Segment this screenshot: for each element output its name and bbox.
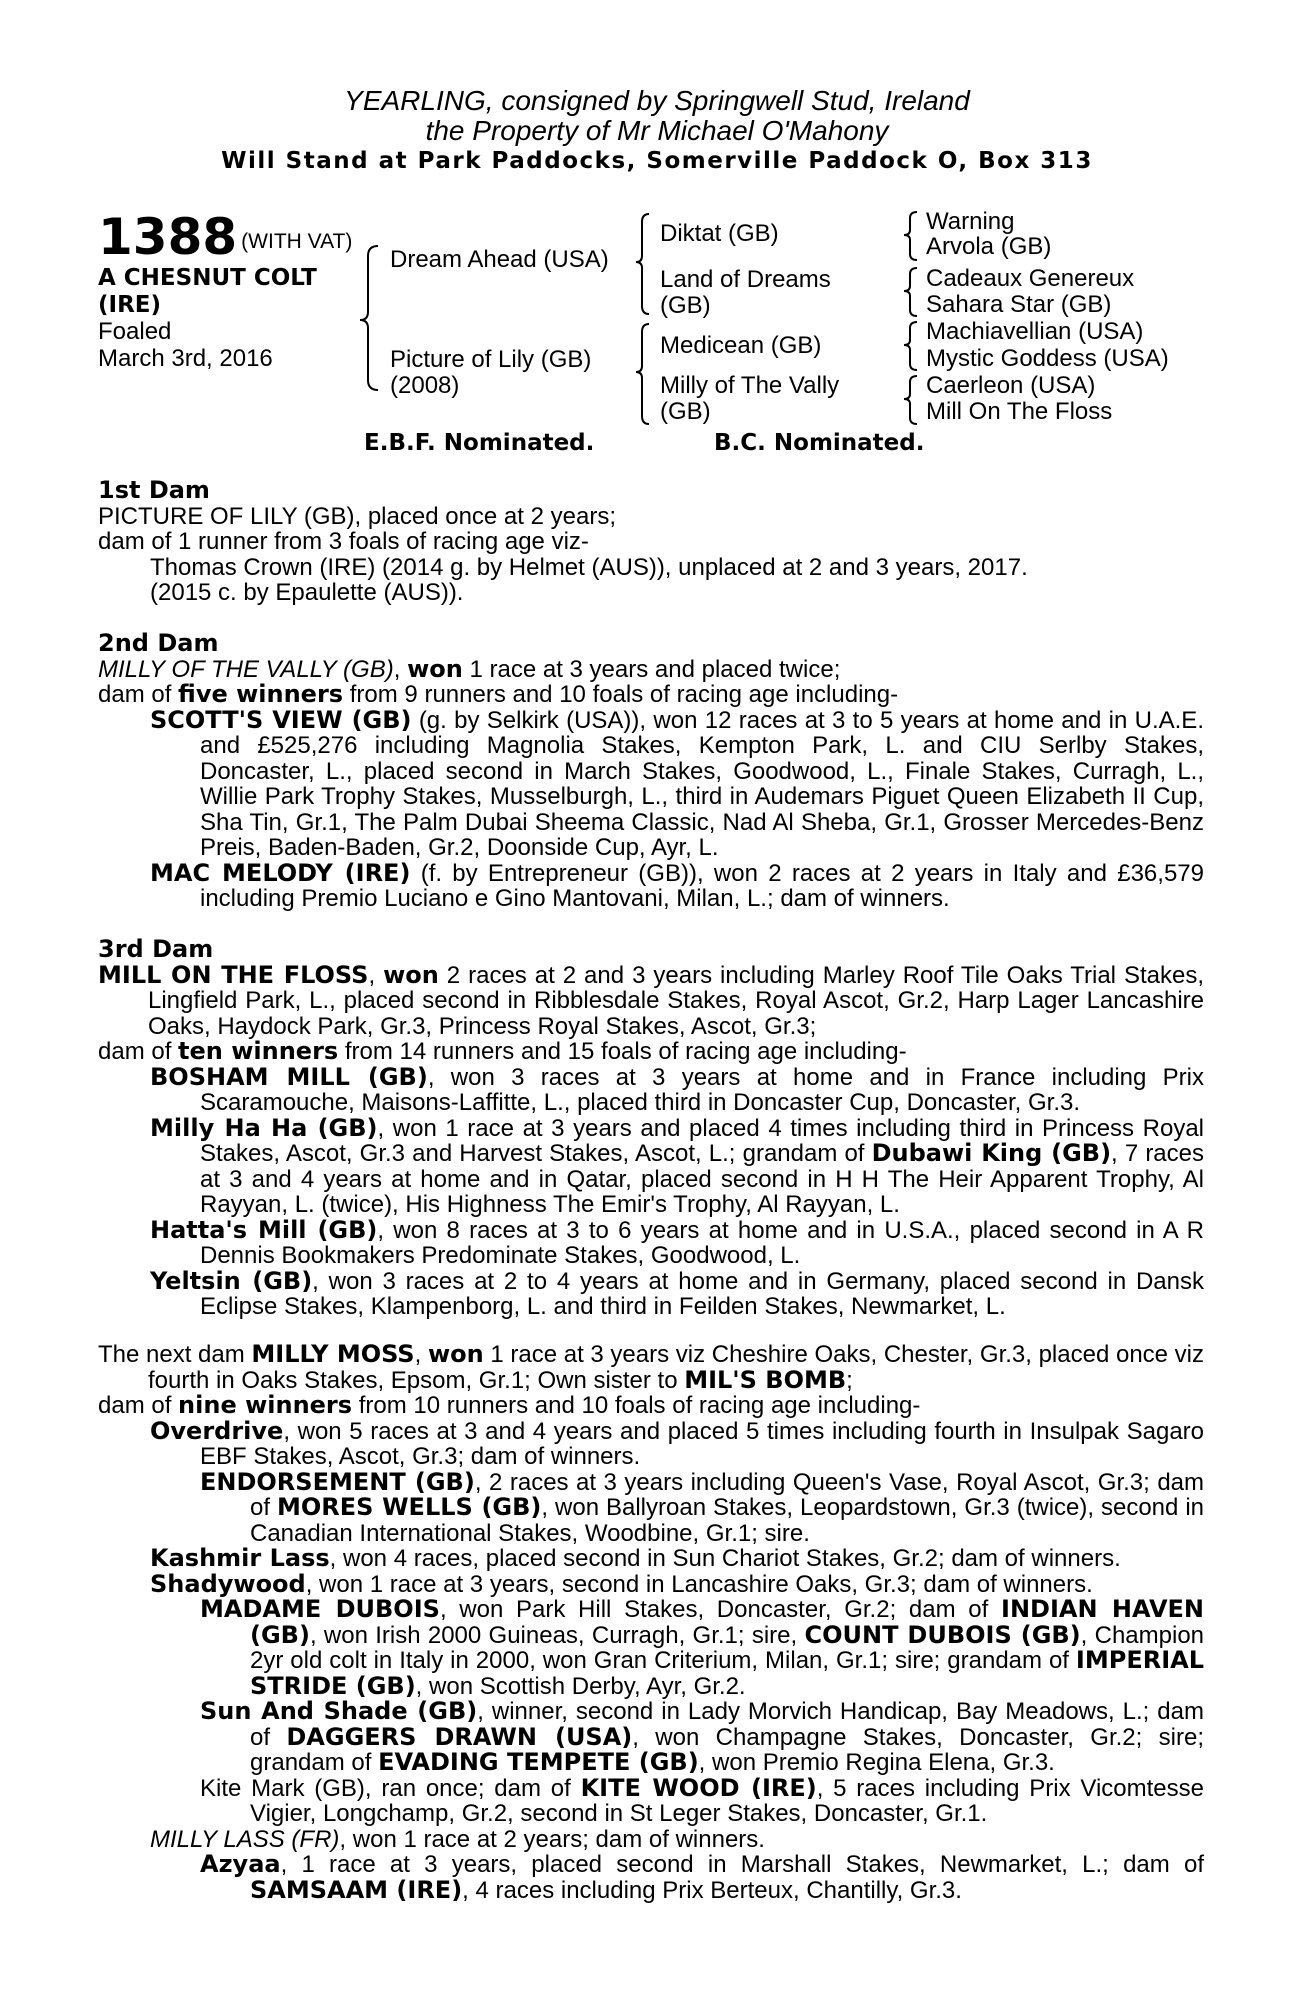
horse-record: , won Park Hill Stakes, Doncaster, Gr.2; dam of [439, 1596, 1002, 1623]
next-dam-intro: The next dam [98, 1341, 252, 1368]
progeny-entry [98, 1113, 1205, 1218]
progeny-entry [98, 1597, 1204, 1699]
horse-record: , 2 races at 3 years including Queen's Vase, Royal Ascot, Gr.3; dam of [250, 1468, 1205, 1521]
next-dam-section [98, 1342, 1204, 1903]
horse-name: COUNT DUBOIS (GB) [804, 1620, 1081, 1649]
horse-record: , Champion 2yr old colt in Italy in 2000, won Gran Criterium, Milan, Gr.1; sire; grandam of [250, 1621, 1205, 1674]
horse-name: Sun And Shade (GB) [200, 1697, 478, 1725]
progeny-entry [98, 1827, 1204, 1853]
ebf-nominated: E.B.F. Nominated. [364, 430, 595, 456]
horse-record: , 1 race at 3 years, placed second in Marshall Stakes, Newmarket, L.; dam of [280, 1851, 1204, 1878]
pedigree-dam-dam-origin: (GB) [660, 398, 711, 425]
pedigree-dds: Caerleon (USA) [926, 372, 1096, 399]
horse-record: , won 1 race at 2 years; dam of winners. [339, 1825, 765, 1853]
won-label: won [427, 1340, 484, 1368]
horse-record: , won Premio Regina Elena, Gr.3. [698, 1749, 1055, 1776]
winners-count: ten winners [178, 1037, 339, 1065]
horse-name: MILLY LASS (FR) [150, 1825, 340, 1853]
pedigree-sire-dam-origin: (GB) [660, 292, 711, 319]
punctuation: ; [846, 1366, 853, 1394]
progeny-entry [98, 1416, 1204, 1470]
pedigree-ddd: Mill On The Floss [926, 398, 1113, 425]
horse-record: (f. by Entrepreneur (GB)), won 2 races at 2 years in Italy and £36,579 including Premio Luciano e Gino Mantovani, Milan, L.; dam of winners. [200, 859, 1204, 912]
produce-text: dam of [98, 1392, 179, 1419]
pedigree-sds: Cadeaux Genereux [926, 265, 1135, 292]
winners-count: nine winners [178, 1391, 353, 1419]
pedigree-brace-sire [634, 212, 652, 316]
horse-name: ENDORSEMENT (GB) [200, 1467, 475, 1496]
pedigree-brace-sd [902, 266, 920, 318]
second-dam-produce [98, 682, 1204, 708]
second-dam-name: MILLY OF THE VALLY (GB) [98, 655, 394, 683]
pedigree-dam-sire: Medicean (GB) [660, 332, 822, 359]
horse-record: , won 3 races at 2 to 4 years at home and in Germany, placed second in Dansk Eclipse Stakes, Klampenborg, L. and third in Feilden Stakes, Newmarket, L. [200, 1267, 1204, 1320]
horse-name: MIL'S BOMB [684, 1365, 847, 1394]
lot-number: 1388 [98, 208, 238, 266]
horse-name: EVADING TEMPETE (GB) [378, 1748, 699, 1776]
pedigree-brace-ss [902, 210, 920, 262]
horse-name: BOSHAM MILL (GB) [150, 1062, 428, 1091]
horse-name: MILL ON THE FLOSS [98, 960, 369, 989]
horse-name: Azyaa [200, 1850, 281, 1878]
produce-text: from 14 runners and 15 foals of racing age including- [338, 1038, 907, 1065]
produce-text: from 10 runners and 10 foals of racing age including- [352, 1392, 921, 1419]
horse-record: , won Scottish Derby, Ayr, Gr.2. [415, 1672, 746, 1700]
first-dam-heading: 1st Dam [98, 476, 210, 504]
horse-name: Yeltsin (GB) [150, 1266, 313, 1295]
bc-nominated: B.C. Nominated. [714, 430, 925, 456]
horse-record: , won Irish 2000 Guineas, Curragh, Gr.1; sire, [309, 1621, 805, 1649]
horse-record: Kite Mark (GB), ran once; dam of [200, 1774, 581, 1802]
pedigree-dsd: Mystic Goddess (USA) [926, 345, 1169, 372]
pedigree-brace-ds [902, 320, 920, 372]
third-dam-produce [98, 1039, 1204, 1065]
lot-description: A CHESNUT COLT [98, 265, 317, 291]
horse-record: , won 1 race at 3 years and placed 4 times including third in Princess Royal Stakes, Ascot, Gr.3 and Harvest Stakes, Ascot, L.; grandam of [200, 1114, 1204, 1167]
horse-record: , won 8 races at 3 to 6 years at home and in U.S.A., placed second in A R Dennis Bookmakers Predominate Stakes, Goodwood, L. [200, 1216, 1204, 1269]
horse-record: , won 1 race at 3 years, second in Lancashire Oaks, Gr.3; dam of winners. [305, 1570, 1093, 1598]
horse-record: , won Champagne Stakes, Doncaster, Gr.2; sire; grandam of [250, 1723, 1204, 1776]
horse-name: Hatta's Mill (GB) [150, 1215, 378, 1244]
horse-name: KITE WOOD (IRE) [580, 1773, 817, 1802]
header-property: the Property of Mr Michael O'Mahony [425, 115, 889, 146]
horse-name: IMPERIAL STRIDE (GB) [250, 1646, 1204, 1700]
horse-name: MILLY MOSS [251, 1340, 415, 1368]
horse-name: Overdrive [150, 1416, 284, 1445]
pedigree-sdd: Sahara Star (GB) [926, 291, 1112, 318]
horse-record: , won 5 races at 3 and 4 years and placed 5 times including fourth in Insulpak Sagaro EBF Stakes, Ascot, Gr.3; dam of winners. [200, 1417, 1204, 1470]
next-dam-produce [98, 1393, 1204, 1419]
lot-description-origin: (IRE) [98, 292, 162, 318]
next-dam-line: The next dam MILLY MOSS, won 1 race at 3 years viz Cheshire Oaks, Chester, Gr.3, placed once viz fourth in Oaks Stakes, Epsom, Gr.1; Own sister to MIL'S BOMB; [98, 1340, 1205, 1394]
horse-record: , 7 races at 3 and 4 years at home and in Qatar, placed second in H H The Heir Apparent Trophy, Al Rayyan, L. (twice), His Highness The Emir's Trophy, Al Rayyan, L. [200, 1140, 1205, 1218]
horse-record: , won 3 races at 3 years at home and in France including Prix Scaramouche, Maisons-Laffitte, L., placed third in Doncaster Cup, Doncaster, Gr.3. [200, 1063, 1205, 1116]
second-dam-text: 1 race at 3 years and placed twice; [462, 655, 841, 683]
progeny-entry [98, 1062, 1205, 1116]
horse-name: MORES WELLS (GB) [276, 1493, 542, 1521]
progeny-entry [98, 1215, 1204, 1269]
horse-record: , won Ballyroan Stakes, Leopardstown, Gr.3 (twice), second in Canadian International Stakes, Woodbine, Gr.1; sire. [250, 1494, 1205, 1547]
second-dam-heading: 2nd Dam [98, 629, 219, 657]
horse-name: MADAME DUBOIS [200, 1595, 440, 1623]
horse-name: Kashmir Lass [150, 1544, 330, 1572]
produce-text: dam of [98, 681, 179, 708]
produce-text: dam of [98, 1038, 179, 1065]
pedigree-dam-year: (2008) [390, 372, 460, 399]
header-consignor: YEARLING, consigned by Springwell Stud, Ireland [344, 85, 970, 116]
pedigree-dss: Machiavellian (USA) [926, 318, 1144, 345]
progeny-entry [98, 1852, 1204, 1903]
foaled-label: Foaled [98, 318, 172, 345]
progeny-entry [98, 1773, 1204, 1827]
third-dam-heading: 3rd Dam [98, 935, 214, 963]
horse-record: , 5 races including Prix Vicomtesse Vigier, Longchamp, Gr.2, second in St Leger Stakes, Doncaster, Gr.1. [250, 1774, 1204, 1827]
winners-count: five winners [178, 680, 344, 708]
pedigree-brace-dam [634, 322, 652, 426]
progeny-entry [98, 1266, 1204, 1320]
horse-record: (g. by Selkirk (USA)), won 12 races at 3 to 5 years at home and in U.A.E. and £525,276 including Magnolia Stakes, Kempton Park, L. and CIU Serlby Stakes, Doncaster, L., placed second in March Stakes, Goodwood, L., Finale Stakes, Curragh, L., Willie Park Trophy Stakes, Musselburgh, L., third in Audemars Piguet Queen Elizabeth II Cup, Sha Tin, Gr.1, The Palm Dubai Sheema Classic, Nad Al Sheba, Gr.1, Grosser Mercedes-Benz Preis, Baden-Baden, Gr.2, Doonside Cup, Ayr, L. [200, 706, 1204, 861]
vat-label: (WITH VAT) [241, 230, 353, 253]
progeny-entry [98, 1467, 1205, 1547]
horse-name: Milly Ha Ha (GB) [150, 1113, 378, 1142]
progeny-entry: (2015 c. by Epaulette (AUS)). [150, 579, 464, 606]
horse-record: 2 races at 2 and 3 years including Marley Roof Tile Oaks Trial Stakes, Lingfield Park, L., placed second in Ribblesdale Stakes, Royal Ascot, Gr.2, Harp Lager Lancashire Oaks, Haydock Park, Gr.3, Princess Royal Stakes, Ascot, Gr.3; [148, 961, 1205, 1040]
pedigree-sire: Dream Ahead (USA) [390, 246, 609, 273]
pedigree-dam: Picture of Lily (GB) [390, 346, 592, 373]
foaled-date: March 3rd, 2016 [98, 345, 273, 372]
second-dam-line: MILLY OF THE VALLY (GB), won 1 race at 3 years and placed twice; [98, 654, 841, 683]
horse-name: Shadywood [150, 1569, 306, 1598]
pedigree-brace-dd [902, 374, 920, 426]
won-label: won [383, 960, 439, 989]
horse-record: 1 race at 3 years viz Cheshire Oaks, Chester, Gr.3, placed once viz fourth in Oaks Stakes, Epsom, Gr.1; Own sister to [148, 1341, 1205, 1394]
pedigree-brace-gen1 [358, 244, 382, 394]
first-dam-produce: dam of 1 runner from 3 foals of racing age viz- [98, 528, 589, 555]
third-dam-section [98, 937, 1204, 1320]
horse-record: , won 4 races, placed second in Sun Chariot Stakes, Gr.2; dam of winners. [329, 1545, 1121, 1572]
first-dam-section [98, 478, 1204, 606]
header-stand: Will Stand at Park Paddocks, Somerville Paddock O, Box 313 [221, 148, 1093, 174]
first-dam-line: PICTURE OF LILY (GB), placed once at 2 years; [98, 502, 616, 530]
won-label: won [407, 654, 463, 683]
pedigree-sire-dam: Land of Dreams [660, 266, 831, 293]
lot-number-block [98, 210, 352, 264]
progeny-entry [98, 1569, 1204, 1598]
progeny-entry [98, 858, 1204, 912]
third-dam-line: MILL ON THE FLOSS, won 2 races at 2 and 3 years including Marley Roof Tile Oaks Trial Stakes, Lingfield Park, L., placed second in Ribblesdale Stakes, Royal Ascot, Gr.2, Harp Lager Lancashire Oaks, Haydock Park, Gr.3, Princess Royal Stakes, Ascot, Gr.3; [98, 960, 1205, 1040]
pedigree-sss: Warning [926, 208, 1015, 235]
horse-record: , winner, second in Lady Morvich Handicap, Bay Meadows, L.; dam of [250, 1698, 1204, 1751]
pedigree-sire-sire: Diktat (GB) [660, 220, 779, 247]
progeny-entry [98, 1699, 1204, 1776]
progeny-entry: Thomas Crown (IRE) (2014 g. by Helmet (AUS)), unplaced at 2 and 3 years, 2017. [150, 553, 1028, 581]
horse-name: SCOTT'S VIEW (GB) [150, 705, 412, 734]
horse-name: SAMSAAM (IRE) [250, 1875, 463, 1904]
produce-text: from 9 runners and 10 foals of racing age including- [343, 681, 899, 708]
pedigree-dam-dam: Milly of The Vally [660, 372, 840, 399]
progeny-entry [98, 1546, 1204, 1572]
second-dam-section [98, 631, 1204, 912]
pedigree-ssd: Arvola (GB) [926, 233, 1052, 260]
horse-record: , 4 races including Prix Berteux, Chantilly, Gr.3. [462, 1876, 962, 1904]
horse-name: MAC MELODY (IRE) [150, 858, 411, 887]
horse-name: Dubawi King (GB) [871, 1139, 1112, 1167]
progeny-entry [98, 705, 1204, 861]
horse-name: INDIAN HAVEN (GB) [250, 1595, 1205, 1649]
horse-name: DAGGERS DRAWN (USA) [286, 1722, 633, 1751]
